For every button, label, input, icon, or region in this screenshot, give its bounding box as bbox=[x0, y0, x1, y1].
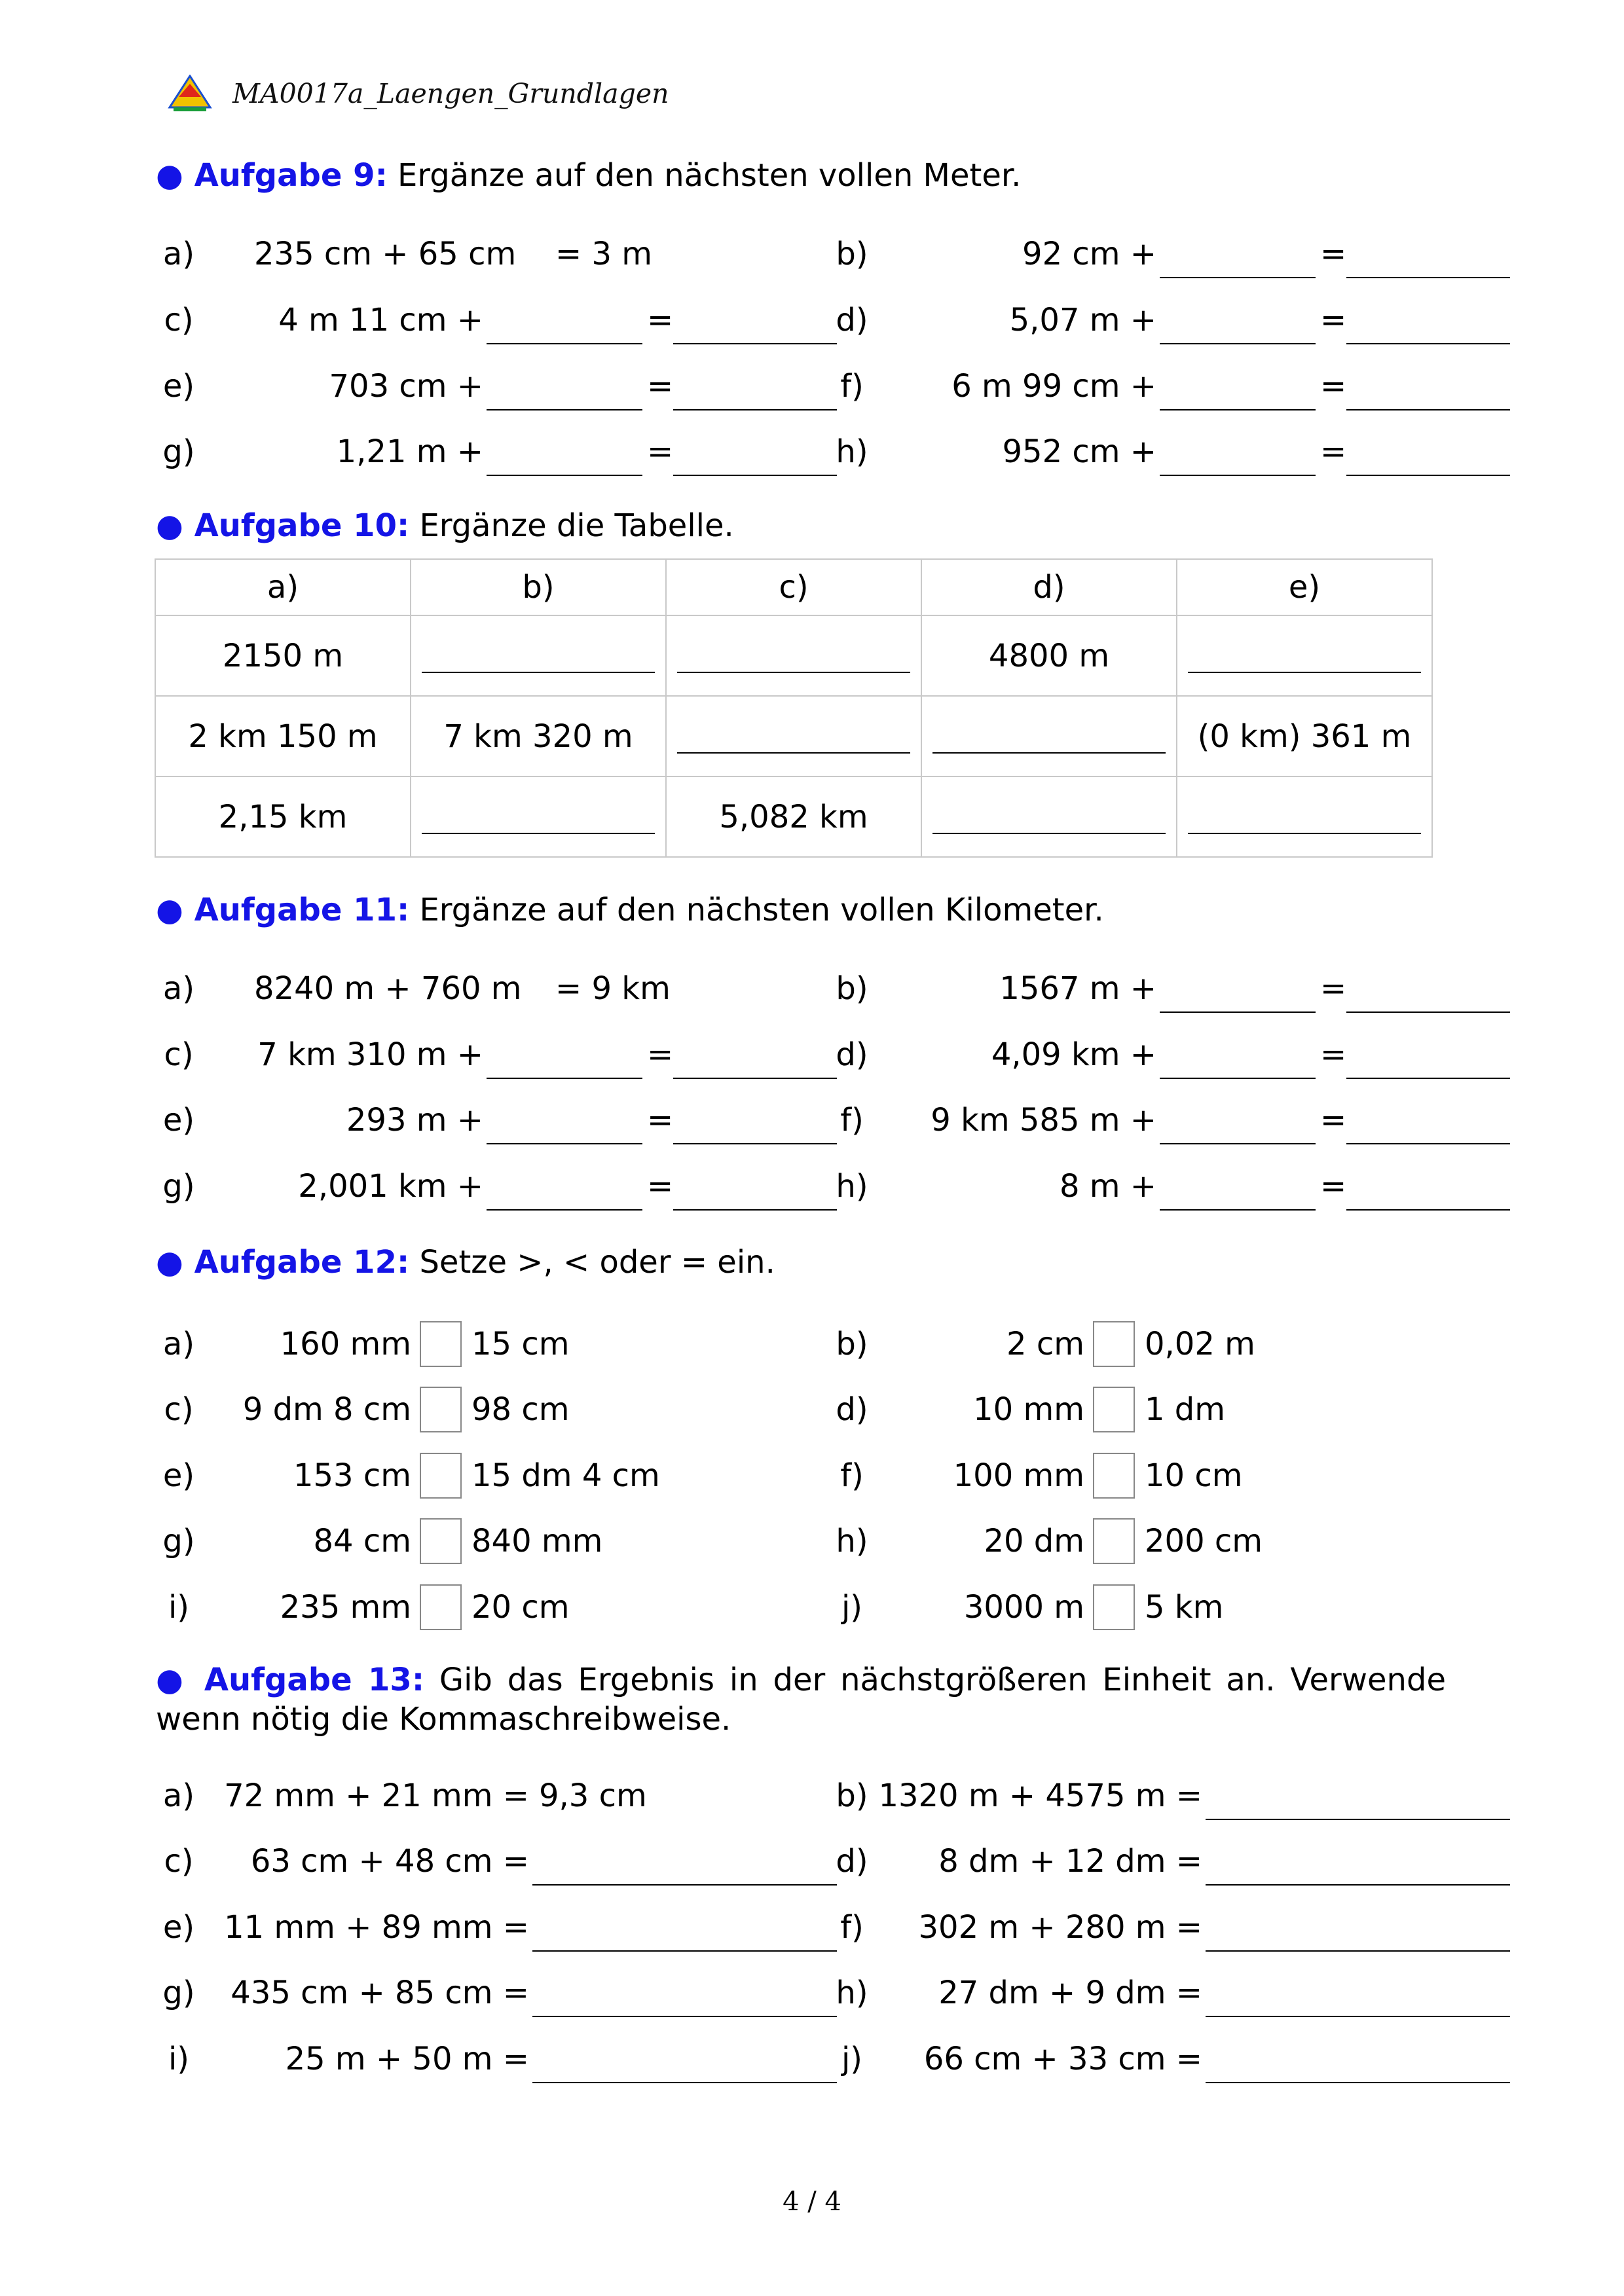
result-blank[interactable] bbox=[1346, 974, 1510, 1013]
addend-blank[interactable] bbox=[1160, 239, 1316, 278]
item-label: e) bbox=[162, 1457, 195, 1494]
item-expression: 703 cm + bbox=[329, 368, 483, 405]
task11-item bbox=[156, 966, 811, 1011]
table-cell[interactable] bbox=[666, 615, 921, 696]
left-value: 160 mm bbox=[280, 1326, 411, 1362]
addend-blank[interactable] bbox=[1160, 305, 1316, 344]
item-label: g) bbox=[162, 433, 195, 470]
result-blank[interactable] bbox=[673, 1040, 837, 1079]
addend-blank[interactable] bbox=[487, 1105, 642, 1144]
result-blank[interactable] bbox=[1346, 1171, 1510, 1211]
task13-item bbox=[156, 1773, 811, 1819]
table-column-header: e) bbox=[1177, 559, 1432, 615]
equals-sign: = bbox=[1320, 368, 1347, 405]
item-label: d) bbox=[836, 1036, 868, 1073]
table-column-header: b) bbox=[411, 559, 666, 615]
task13-item bbox=[156, 1904, 811, 1950]
item-label: d) bbox=[836, 1391, 868, 1428]
addend-blank[interactable] bbox=[1160, 974, 1316, 1013]
item-expression: 7 km 310 m + bbox=[257, 1036, 483, 1073]
addend-blank[interactable] bbox=[1160, 1171, 1316, 1211]
equals-sign: = bbox=[1320, 970, 1347, 1007]
task12-item bbox=[156, 1387, 745, 1432]
item-label: d) bbox=[836, 302, 868, 338]
task-10-number: Aufgabe 10: bbox=[194, 507, 410, 544]
item-expression: 8 m + bbox=[1059, 1168, 1156, 1205]
document-title: MA0017a_Laengen_Grundlagen bbox=[232, 78, 669, 109]
item-label: c) bbox=[164, 302, 194, 338]
equals-sign: = bbox=[1320, 1036, 1347, 1073]
table-cell: 2 km 150 m bbox=[155, 696, 411, 776]
item-expression: 25 m + 50 m = bbox=[285, 2041, 529, 2077]
equals-sign: = bbox=[647, 1036, 674, 1073]
table-row bbox=[155, 776, 1432, 857]
comparison-box[interactable] bbox=[1093, 1518, 1135, 1564]
task11-item bbox=[156, 1032, 811, 1078]
table-row bbox=[155, 696, 1432, 776]
task-11-text: Ergänze auf den nächsten vollen Kilometer. bbox=[419, 892, 1104, 928]
item-label: c) bbox=[164, 1391, 194, 1428]
comparison-box[interactable] bbox=[420, 1387, 462, 1432]
result-blank[interactable] bbox=[673, 305, 837, 344]
result-blank[interactable] bbox=[1346, 1105, 1510, 1144]
answer-blank[interactable] bbox=[932, 804, 1166, 834]
result-blank[interactable] bbox=[1346, 437, 1510, 476]
result-blank[interactable] bbox=[532, 1846, 837, 1886]
comparison-box[interactable] bbox=[420, 1518, 462, 1564]
item-expression: 63 cm + 48 cm = bbox=[250, 1843, 529, 1880]
task13-item bbox=[156, 1970, 811, 2016]
answer-blank[interactable] bbox=[422, 804, 655, 834]
result-blank[interactable] bbox=[1346, 305, 1510, 344]
equals-sign: = bbox=[647, 302, 674, 338]
left-value: 9 dm 8 cm bbox=[242, 1391, 411, 1428]
task9-item bbox=[829, 231, 1484, 277]
right-value: 20 cm bbox=[471, 1589, 570, 1626]
addend-blank[interactable] bbox=[487, 305, 642, 344]
item-label: h) bbox=[836, 1975, 868, 2011]
left-value: 235 mm bbox=[280, 1589, 411, 1626]
item-label: e) bbox=[162, 1102, 195, 1139]
result-blank[interactable] bbox=[673, 1171, 837, 1211]
table-cell: 4800 m bbox=[921, 615, 1177, 696]
item-label: d) bbox=[836, 1843, 868, 1880]
task13-item bbox=[829, 1904, 1484, 1950]
addend-blank[interactable] bbox=[487, 371, 642, 410]
table-cell: 5,082 km bbox=[666, 776, 921, 857]
item-expression: 2,001 km + bbox=[298, 1168, 483, 1205]
answer-blank[interactable] bbox=[677, 723, 910, 754]
task11-item bbox=[829, 966, 1484, 1011]
table-cell[interactable] bbox=[921, 696, 1177, 776]
left-value: 153 cm bbox=[293, 1457, 411, 1494]
item-expression: 11 mm + 89 mm = bbox=[224, 1909, 529, 1946]
item-expression: 302 m + 280 m = bbox=[918, 1909, 1202, 1946]
task-9-heading: ● Aufgabe 9: Ergänze auf den nächsten vollen Meter. bbox=[156, 157, 1022, 194]
table-cell: 7 km 320 m bbox=[411, 696, 666, 776]
result-blank[interactable] bbox=[1206, 2044, 1510, 2083]
task13-item bbox=[829, 1773, 1484, 1819]
task9-item bbox=[829, 429, 1484, 475]
table-cell[interactable] bbox=[1177, 776, 1432, 857]
left-value: 84 cm bbox=[313, 1523, 411, 1559]
item-label: i) bbox=[168, 2041, 190, 2077]
task-12-heading: ● Aufgabe 12: Setze >, < oder = ein. bbox=[156, 1244, 775, 1281]
answer-blank[interactable] bbox=[422, 643, 655, 673]
addend-blank[interactable] bbox=[1160, 1105, 1316, 1144]
item-answer: = 3 m bbox=[555, 236, 653, 272]
result-blank[interactable] bbox=[532, 2044, 837, 2083]
task12-item bbox=[156, 1518, 745, 1564]
item-label: f) bbox=[840, 1909, 864, 1946]
item-answer: 9,3 cm bbox=[539, 1777, 647, 1814]
item-label: c) bbox=[164, 1036, 194, 1073]
item-label: f) bbox=[840, 1457, 864, 1494]
comparison-box[interactable] bbox=[1093, 1453, 1135, 1499]
answer-blank[interactable] bbox=[1188, 643, 1421, 673]
table-cell: (0 km) 361 m bbox=[1177, 696, 1432, 776]
equals-sign: = bbox=[1320, 1168, 1347, 1205]
task-9-number: Aufgabe 9: bbox=[194, 157, 388, 194]
right-value: 1 dm bbox=[1145, 1391, 1226, 1428]
item-expression: 1,21 m + bbox=[336, 433, 483, 470]
equals-sign: = bbox=[1320, 433, 1347, 470]
task11-item bbox=[156, 1163, 811, 1209]
logo-icon bbox=[167, 75, 213, 113]
task11-item bbox=[829, 1163, 1484, 1209]
task-13-number: Aufgabe 13: bbox=[204, 1662, 425, 1698]
table-column-header: c) bbox=[666, 559, 921, 615]
table-cell[interactable] bbox=[921, 776, 1177, 857]
table-cell: 2,15 km bbox=[155, 776, 411, 857]
table-column-header: a) bbox=[155, 559, 411, 615]
left-value: 10 mm bbox=[973, 1391, 1084, 1428]
addend-blank[interactable] bbox=[1160, 371, 1316, 410]
comparison-box[interactable] bbox=[420, 1584, 462, 1630]
item-label: a) bbox=[162, 1326, 195, 1362]
equals-sign: = bbox=[647, 368, 674, 405]
table-cell[interactable] bbox=[411, 776, 666, 857]
addend-blank[interactable] bbox=[487, 1040, 642, 1079]
task9-item bbox=[829, 363, 1484, 409]
task9-item bbox=[156, 297, 811, 343]
left-value: 100 mm bbox=[953, 1457, 1084, 1494]
right-value: 5 km bbox=[1145, 1589, 1224, 1626]
task11-item bbox=[156, 1097, 811, 1143]
task12-item bbox=[829, 1518, 1418, 1564]
result-blank[interactable] bbox=[532, 1978, 837, 2017]
header bbox=[167, 71, 669, 117]
task-13-heading: ● Aufgabe 13: Gib das Ergebnis in der nächstgrößeren Einheit an. Verwende wenn nötig die Kommaschreibweise. bbox=[156, 1662, 1446, 1738]
task-10-heading: ● Aufgabe 10: Ergänze die Tabelle. bbox=[156, 507, 734, 544]
result-blank[interactable] bbox=[1346, 239, 1510, 278]
task11-item bbox=[829, 1097, 1484, 1143]
answer-blank[interactable] bbox=[1188, 804, 1421, 834]
right-value: 0,02 m bbox=[1145, 1326, 1255, 1362]
item-expression: 952 cm + bbox=[1002, 433, 1156, 470]
result-blank[interactable] bbox=[673, 437, 837, 476]
item-expression: 435 cm + 85 cm = bbox=[231, 1975, 529, 2011]
item-expression: 5,07 m + bbox=[1009, 302, 1156, 338]
left-value: 3000 m bbox=[963, 1589, 1084, 1626]
right-value: 840 mm bbox=[471, 1523, 603, 1559]
addend-blank[interactable] bbox=[487, 437, 642, 476]
task-12-text: Setze >, < oder = ein. bbox=[419, 1244, 775, 1281]
task-12-number: Aufgabe 12: bbox=[194, 1244, 410, 1281]
table-row bbox=[155, 615, 1432, 696]
item-label: e) bbox=[162, 368, 195, 405]
item-label: a) bbox=[162, 970, 195, 1007]
right-value: 10 cm bbox=[1145, 1457, 1243, 1494]
task13-item bbox=[156, 2036, 811, 2082]
result-blank[interactable] bbox=[673, 371, 837, 410]
item-expression: 6 m 99 cm + bbox=[951, 368, 1156, 405]
task-10-text: Ergänze die Tabelle. bbox=[419, 507, 734, 544]
comparison-box[interactable] bbox=[1093, 1387, 1135, 1432]
task9-item bbox=[829, 297, 1484, 343]
item-label: j) bbox=[841, 2041, 863, 2077]
item-label: g) bbox=[162, 1168, 195, 1205]
item-answer: = 9 km bbox=[555, 970, 671, 1007]
equals-sign: = bbox=[1320, 236, 1347, 272]
answer-blank[interactable] bbox=[677, 643, 910, 673]
item-label: b) bbox=[836, 1326, 868, 1362]
item-label: b) bbox=[836, 1777, 868, 1814]
task-11-number: Aufgabe 11: bbox=[194, 892, 410, 928]
item-expression: 4 m 11 cm + bbox=[278, 302, 483, 338]
item-label: i) bbox=[168, 1589, 190, 1626]
left-value: 20 dm bbox=[984, 1523, 1084, 1559]
task13-item bbox=[829, 1970, 1484, 2016]
task9-item bbox=[156, 429, 811, 475]
item-expression: 8240 m + 760 m bbox=[254, 970, 522, 1007]
task9-item bbox=[156, 363, 811, 409]
equals-sign: = bbox=[647, 433, 674, 470]
comparison-box[interactable] bbox=[1093, 1321, 1135, 1367]
item-expression: 293 m + bbox=[346, 1102, 483, 1139]
result-blank[interactable] bbox=[1206, 1912, 1510, 1952]
task12-item bbox=[829, 1387, 1418, 1432]
task12-item bbox=[829, 1453, 1418, 1499]
table-cell[interactable] bbox=[666, 696, 921, 776]
equals-sign: = bbox=[1320, 302, 1347, 338]
task12-item bbox=[829, 1584, 1418, 1630]
task12-item bbox=[156, 1453, 745, 1499]
item-expression: 27 dm + 9 dm = bbox=[938, 1975, 1202, 2011]
item-label: e) bbox=[162, 1909, 195, 1946]
comparison-box[interactable] bbox=[1093, 1584, 1135, 1630]
equals-sign: = bbox=[647, 1102, 674, 1139]
item-label: a) bbox=[162, 1777, 195, 1814]
table-cell: 2150 m bbox=[155, 615, 411, 696]
answer-blank[interactable] bbox=[932, 723, 1166, 754]
item-label: g) bbox=[162, 1523, 195, 1559]
task12-item bbox=[156, 1321, 745, 1367]
table-column-header: d) bbox=[921, 559, 1177, 615]
equals-sign: = bbox=[1320, 1102, 1347, 1139]
item-label: h) bbox=[836, 1168, 868, 1205]
result-blank[interactable] bbox=[1206, 1846, 1510, 1886]
item-label: b) bbox=[836, 236, 868, 272]
task11-item bbox=[829, 1032, 1484, 1078]
task-13-text: Gib das Ergebnis in der nächstgrößeren Einheit an. Verwende wenn nötig die Kommaschreibweise. bbox=[156, 1662, 1446, 1738]
addend-blank[interactable] bbox=[1160, 437, 1316, 476]
item-expression: 9 km 585 m + bbox=[931, 1102, 1156, 1139]
task-9-text: Ergänze auf den nächsten vollen Meter. bbox=[397, 157, 1022, 194]
item-expression: 72 mm + 21 mm = bbox=[224, 1777, 529, 1814]
task13-item bbox=[156, 1838, 811, 1884]
result-blank[interactable] bbox=[1206, 1781, 1510, 1820]
item-label: h) bbox=[836, 1523, 868, 1559]
task12-item bbox=[156, 1584, 745, 1630]
task-10-table bbox=[155, 558, 1433, 858]
addend-blank[interactable] bbox=[487, 1171, 642, 1211]
result-blank[interactable] bbox=[1346, 1040, 1510, 1079]
right-value: 98 cm bbox=[471, 1391, 570, 1428]
left-value: 2 cm bbox=[1006, 1326, 1084, 1362]
item-expression: 1320 m + 4575 m = bbox=[878, 1777, 1202, 1814]
item-label: a) bbox=[162, 236, 195, 272]
task12-item bbox=[829, 1321, 1418, 1367]
item-expression: 235 cm + 65 cm bbox=[254, 236, 517, 272]
item-expression: 1567 m + bbox=[999, 970, 1156, 1007]
addend-blank[interactable] bbox=[1160, 1040, 1316, 1079]
result-blank[interactable] bbox=[673, 1105, 837, 1144]
item-label: f) bbox=[840, 1102, 864, 1139]
task-11-heading: ● Aufgabe 11: Ergänze auf den nächsten vollen Kilometer. bbox=[156, 892, 1104, 928]
item-expression: 4,09 km + bbox=[991, 1036, 1156, 1073]
item-label: j) bbox=[841, 1589, 863, 1626]
page-number: 4 / 4 bbox=[783, 2187, 841, 2217]
item-label: c) bbox=[164, 1843, 194, 1880]
item-expression: 66 cm + 33 cm = bbox=[923, 2041, 1202, 2077]
item-label: h) bbox=[836, 433, 868, 470]
table-cell[interactable] bbox=[411, 615, 666, 696]
task13-item bbox=[829, 2036, 1484, 2082]
table-cell[interactable] bbox=[1177, 615, 1432, 696]
result-blank[interactable] bbox=[1346, 371, 1510, 410]
task13-item bbox=[829, 1838, 1484, 1884]
item-expression: 92 cm + bbox=[1022, 236, 1156, 272]
result-blank[interactable] bbox=[532, 1912, 837, 1952]
item-label: b) bbox=[836, 970, 868, 1007]
task9-item bbox=[156, 231, 811, 277]
equals-sign: = bbox=[647, 1168, 674, 1205]
item-expression: 8 dm + 12 dm = bbox=[938, 1843, 1202, 1880]
comparison-box[interactable] bbox=[420, 1321, 462, 1367]
right-value: 15 dm 4 cm bbox=[471, 1457, 660, 1494]
right-value: 200 cm bbox=[1145, 1523, 1263, 1559]
result-blank[interactable] bbox=[1206, 1978, 1510, 2017]
comparison-box[interactable] bbox=[420, 1453, 462, 1499]
right-value: 15 cm bbox=[471, 1326, 570, 1362]
item-label: g) bbox=[162, 1975, 195, 2011]
item-label: f) bbox=[840, 368, 864, 405]
